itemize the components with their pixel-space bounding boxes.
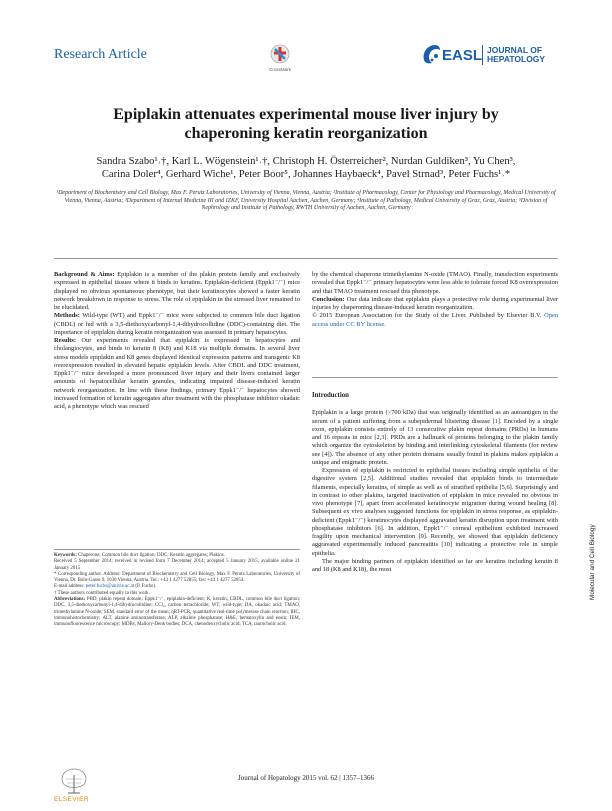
introduction (312, 392, 558, 574)
introduction-heading: Introduction (312, 392, 349, 399)
abstract-results (54, 337, 300, 411)
abstract-end-rule (312, 377, 558, 378)
abstract-conclusion (312, 296, 558, 313)
journal-logo (420, 42, 570, 68)
logo-divider (482, 45, 483, 65)
abbreviations (54, 597, 300, 628)
copyright-text: © 2015 European Association for the Study of the Liver. Published by Elsevier B.V. (312, 312, 545, 320)
corresponding-author: * Corresponding author. Address: Department of Biochemistry and Cell Biology, Max F. Perutz Laboratories, University of Vienna, Dr. Bohr-Gasse 9, 1030 Vienna, Austria. Tel.: +43 1 4277 52855; fax: +43 1 4277 52854. (54, 571, 300, 584)
received-dates: Received 5 September 2014; received in revised form 7 December 2014; accepted 5 January 2015; available online 21 January 2015 (54, 559, 300, 571)
equal-contribution-note: † These authors contributed equally to this work. (54, 590, 150, 596)
results-heading: Results: (54, 337, 77, 344)
easl-label: EASL (442, 47, 483, 64)
authors-line-1: Sandra Szabo¹˒†, Karl L. Wögenstein¹˒†, Christoph H. Österreicher², Nurdan Guldiken³, Yu Chen³, (96, 156, 516, 167)
keywords-heading: Keywords: (54, 553, 77, 558)
journal-name-line1: JOURNAL OF (487, 45, 543, 55)
intro-paragraph-3: The major binding partners of epiplakin identified so far are keratins including keratin 8 and 18 (K8 and K18), the most (312, 557, 558, 573)
author-list (40, 155, 572, 181)
results-continued: by the chemical chaperone trimethylamine N-oxide (TMAO). Finally, transfection experiments revealed that Eppk1⁻/⁻ primary hepatocytes were less able to tolerate forced K8 overexpression and that TMAO treatment rescued this phenotype. (312, 271, 558, 295)
crossmark-icon[interactable] (266, 43, 294, 73)
background-heading: Background & Aims: (54, 271, 115, 278)
abstract-methods (54, 312, 300, 337)
intro-paragraph-2: Expression of epiplakin is restricted to epithelial tissues including simple epithelia of the digestive system [2,5]. Additional studies revealed that epiplakin binds to intermediate filaments, especially keratins, of simple as well as of stratified epithelia [5,6]. Surprisingly and in contrast to other plakins, targeted inactivation of epiplakin in mice revealed no obvious in vivo phenotype [7], apart from accelerated keratinocyte migration during wound healing [8]. Subsequent ex vivo analyses suggested functions for epiplakin in stress response, as epiplakin-deficient (Eppk1⁻/⁻) keratinocytes displayed aggravated keratin disruption upon treatment with phosphatase inhibitors [6]. In addition, Eppk1⁻/⁻ corneal epithelium exhibited increased fragility upon mechanical intervention [9]. Recently, we showed that epiplakin deficiency aggravated experimentally induced pancreatitis [10] indicating a protective role in simple epithelia. (312, 467, 558, 557)
open-access-link[interactable]: Open access under CC BY license. (312, 312, 558, 328)
title-line-1: Epiplakin attenuates experimental mouse liver injury by (113, 106, 499, 123)
title-line-2: chaperoning keratin reorganization (184, 125, 428, 142)
header-rule (54, 258, 558, 259)
results-text: Our experiments revealed that epiplakin is expressed in hepatocytes and cholangiocytes, and binds to keratin 8 (K8) and K18 via multiple domains. In several liver stress models epiplakin and K8 genes displayed identical expression patterns and transgenic K8 overexpression resulted in elevated hepatic epiplakin levels. After CBDL and DDC treatment, Eppk1⁻/⁻ mice developed a more pronounced liver injury and their livers contained larger amounts of hepatocellular keratin granules, indicating impaired disease-induced keratin network reorganization. In line with these findings, primary Eppk1⁻/⁻ hepatocytes showed increased formation of keratin aggregates after treatment with the phosphatase inhibitor okadaic acid, a phenotype which was rescued (54, 337, 300, 410)
abbreviations-heading: Abbreviations: (54, 597, 86, 603)
side-section-label: Molecular and Cell Biology (589, 524, 596, 600)
side-section-tab (583, 524, 596, 600)
authors-line-2: Carina Doler⁴, Gerhard Wiche¹, Peter Boor⁵, Johannes Haybaeck⁴, Pavel Strnad³, Peter Fuchs¹˒* (101, 169, 511, 180)
copyright-line (312, 312, 558, 329)
intro-paragraph-1: Epiplakin is a large protein (>700 kDa) that was originally identified as an autoantigen in the serum of a patient suffering from a subepidermal blistering disease [1]. Encoded by a single exon, epiplakin consists entirely of 13 consecutive plakin repeat domains (PRDs) in humans and 16 repeats in mice [2,3]. PRDs are a hallmark of proteins belonging to the plakin family which organize the cytoskeleton by binding and interlinking cytoskeletal filaments (for review see [4]). The absence of any other protein domains usually found in plakins makes epiplakin a unique and enigmatic protein. (312, 409, 558, 466)
abstract-right-column (312, 271, 558, 329)
easl-emblem-icon (420, 42, 442, 66)
affiliations: ¹Department of Biochemistry and Cell Biology, Max F. Perutz Laboratories, University of Vienna, Vienna, Austria; ²Institute of Pharmacology, Center for Physiology and Pharmacology, Medical University of Vienna, Vienna, Austria; ³Department of Internal Medicine III and IZKF, University Hospital Aachen, Aachen, Germany; ⁴Institute of Pathology, Medical University of Graz, Graz, Austria; ⁵Division of Nephrology and Institute of Pathology, RWTH University of Aachen, Aachen, Germany (56, 190, 556, 212)
journal-name (487, 46, 545, 64)
article-title (40, 105, 572, 143)
publisher-name: ELSEVIER (54, 796, 89, 803)
abstract-left-column (54, 271, 300, 411)
footnotes (54, 553, 300, 629)
background-text: Epiplakin is a member of the plakin protein family and exclusively expressed in epithelial tissues where it binds to keratins. Epiplakin-deficient (Eppk1⁻/⁻) mice displayed no obvious spontaneous phenotype, but their keratinocytes showed a faster keratin network breakdown in response to stress. The role of epiplakin in the stressed liver remained to be elucidated. (54, 271, 300, 311)
elsevier-tree-icon (54, 765, 94, 797)
footnote-rule (54, 549, 300, 550)
email-suffix: (P. Fuchs). (134, 584, 157, 590)
methods-heading: Methods: (54, 312, 80, 320)
keywords-text: Chaperone; Common bile duct ligation; DDC; Keratin aggregates; Plakins. (76, 553, 225, 558)
crossmark-label: CrossMark (269, 67, 291, 72)
abbreviations-text: PBD, plakin repeat domain; Eppk1⁻/⁻, epiplakin-deficient; K, keratin; CBDL, common bile duct ligation; DDC, 3,5-diethoxycarbonyl-1,4-dihydrocollidine; CCl₄, carbon tetrachloride; WT, wild-type; DA, okadaic acid; TMAO, trimethylamine N-oxide; SEM, standard error of the mean; qRT-PCR, quantitative real-time polymerase chain reaction; IHC, immunohistochemistry; ALT, alanine aminotransferase; ALP, alkaline phosphatase; H&E, hematoxylin and eosin; IEM, immunofluorescence microscopy; MDBs, Mallory-Denk bodies; DCA, chenodeoxycholic acid; TCA, taurocholic acid. (54, 597, 300, 628)
abstract-background (54, 271, 300, 312)
conclusion-heading: Conclusion: (312, 295, 345, 303)
conclusion-text: Our data indicate that epiplakin plays a protective role during experimental liver injuries by chaperoning disease-induced keratin reorganization. (312, 295, 558, 311)
section-label: Research Article (54, 47, 147, 62)
journal-name-line2: HEPATOLOGY (487, 54, 546, 64)
email-link[interactable]: peter.fuchs@univie.ac.at (85, 584, 135, 590)
email-label: E-mail address: (54, 584, 86, 590)
journal-footer: Journal of Hepatology 2015 vol. 62 | 1357–1366 (238, 774, 374, 782)
methods-text: Wild-type (WT) and Eppk1⁻/⁻ mice were subjected to common bile duct ligation (CBDL) or fed with a 3,5-diethoxycarbonyl-1,4-dihydrocollidine (DDC)-containing diet. The importance of epiplakin during keratin reorganization was assessed in primary hepatocytes. (54, 312, 300, 336)
